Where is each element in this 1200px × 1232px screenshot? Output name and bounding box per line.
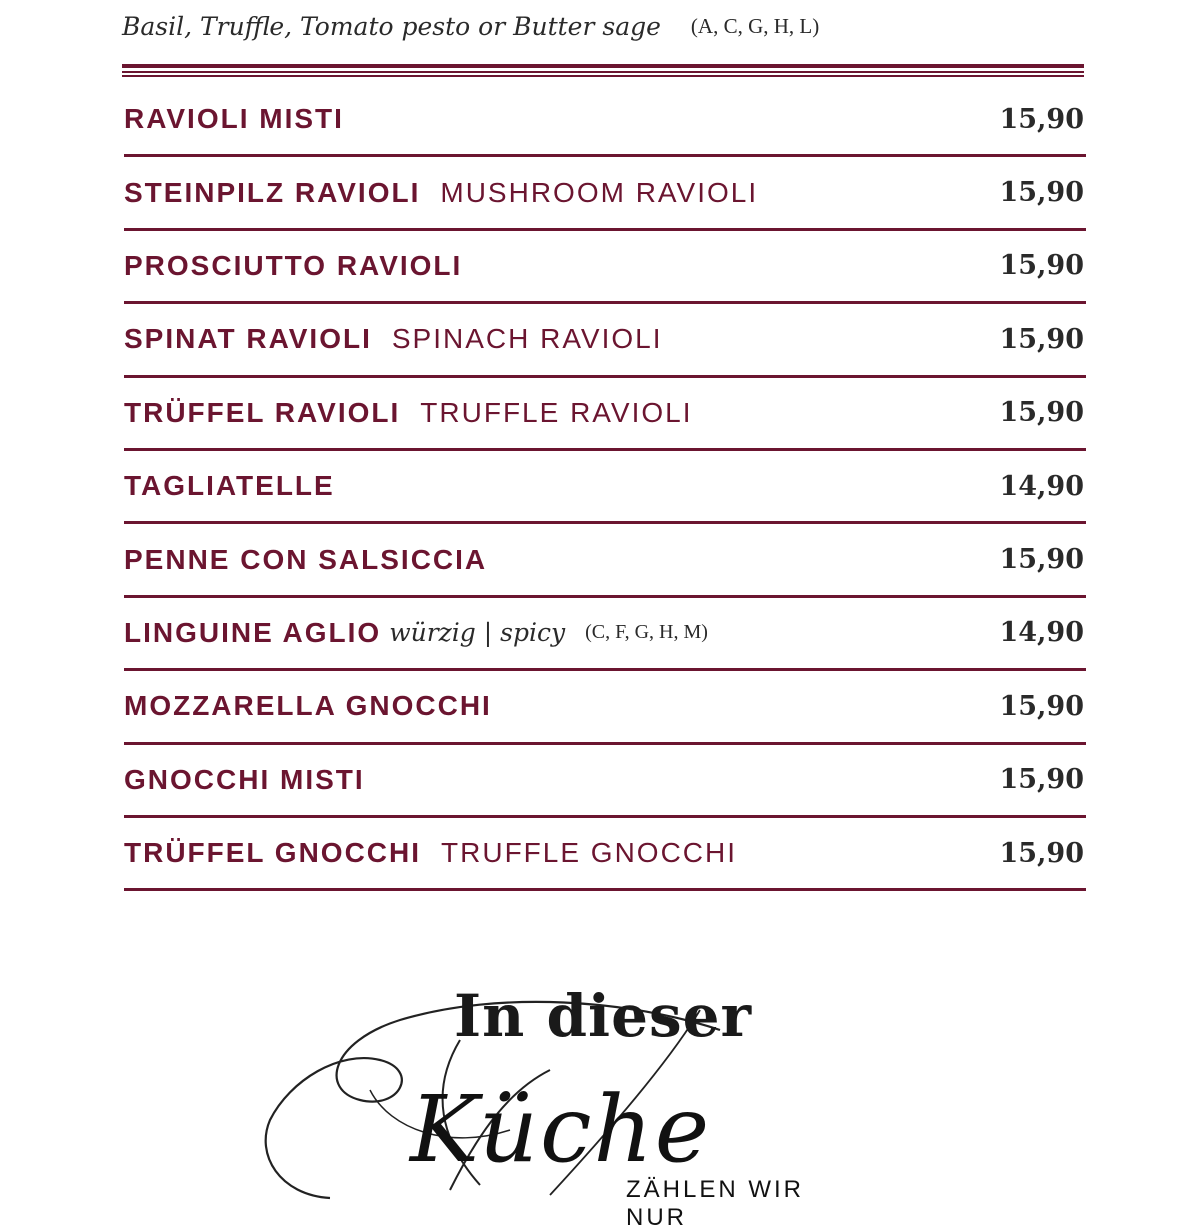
menu-item — [124, 451, 1086, 524]
menu-item — [124, 818, 1086, 891]
menu-item-price: 15,90 — [999, 397, 1084, 429]
header-divider — [122, 64, 1084, 78]
menu-item-name: RAVIOLI MISTI — [124, 103, 344, 135]
menu-list — [124, 84, 1086, 891]
menu-item — [124, 524, 1086, 597]
menu-item — [124, 157, 1086, 230]
menu-item-translation: MUSHROOM RAVIOLI — [440, 176, 759, 208]
menu-item-name: PROSCIUTTO RAVIOLI — [124, 249, 463, 281]
menu-item — [124, 745, 1086, 818]
menu-item-price: 15,90 — [999, 177, 1084, 209]
menu-item-translation: SPINACH RAVIOLI — [391, 323, 663, 355]
logo-big-text: Küche — [410, 1076, 712, 1183]
menu-item-price: 15,90 — [999, 690, 1084, 722]
menu-item-price: 15,90 — [999, 544, 1084, 576]
sauce-options-text: Basil, Truffle, Tomato pesto or Butter sage — [122, 11, 661, 41]
menu-item-name: STEINPILZ RAVIOLI — [124, 176, 421, 208]
sauce-allergens: (A, C, G, H, L) — [690, 13, 820, 38]
logo-top-text: In dieser — [454, 982, 753, 1050]
menu-item-price: 15,90 — [999, 323, 1084, 355]
menu-item-price: 15,90 — [999, 250, 1084, 282]
sauce-options — [122, 6, 819, 46]
menu-item — [124, 304, 1086, 377]
menu-item-translation: TRUFFLE RAVIOLI — [420, 396, 693, 428]
menu-item-name: TRÜFFEL RAVIOLI — [124, 396, 401, 428]
menu-item-price: 15,90 — [999, 764, 1084, 796]
menu-item — [124, 598, 1086, 671]
menu-item-name: PENNE CON SALSICCIA — [124, 543, 488, 575]
menu-item-name: TAGLIATELLE — [124, 470, 335, 502]
menu-item-name: TRÜFFEL GNOCCHI — [124, 837, 422, 869]
menu-item-name: LINGUINE AGLIO — [124, 616, 382, 648]
logo-small-text: ZÄHLEN WIR NUR — [626, 1176, 805, 1231]
menu-item-name: MOZZARELLA GNOCCHI — [124, 690, 492, 722]
menu-item — [124, 378, 1086, 451]
menu-item-name: SPINAT RAVIOLI — [124, 323, 372, 355]
menu-item-price: 14,90 — [999, 470, 1084, 502]
menu-item-price: 15,90 — [999, 103, 1084, 135]
menu-item-price: 15,90 — [999, 837, 1084, 869]
menu-item — [124, 231, 1086, 304]
menu-item — [124, 84, 1086, 157]
menu-item-translation: TRUFFLE GNOCCHI — [441, 837, 738, 869]
kitchen-logo — [250, 980, 870, 1231]
menu-item-allergens: (C, F, G, H, M) — [585, 621, 708, 644]
menu-item — [124, 671, 1086, 744]
menu-item-name: GNOCCHI MISTI — [124, 763, 365, 795]
menu-item-spice-note: würzig | spicy — [389, 618, 566, 648]
menu-item-price: 14,90 — [999, 617, 1084, 649]
